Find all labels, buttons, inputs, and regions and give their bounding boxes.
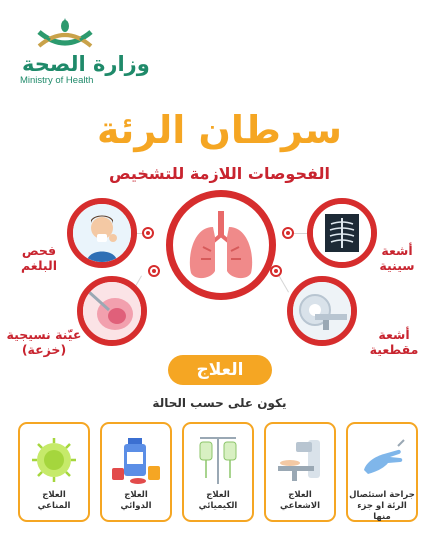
connector-dot-biopsy — [148, 265, 160, 277]
label-xray — [374, 243, 420, 273]
card-radiation-line1: العلاج — [288, 490, 312, 500]
card-chemotherapy-line1: العلاج — [206, 490, 230, 500]
label-ct — [366, 327, 422, 357]
treatment-note: يكون على حسب الحالة — [152, 396, 287, 410]
lungs-icon — [173, 197, 269, 293]
card-surgery-label — [348, 490, 416, 523]
medicine-bottles-icon — [108, 432, 164, 488]
label-xray-line1: أشعة — [381, 243, 413, 258]
card-chemotherapy-line2: الكيميائي — [198, 501, 238, 511]
treatment-heading: العلاج — [168, 355, 272, 385]
biopsy-tissue-icon — [83, 282, 141, 340]
card-immunotherapy — [18, 422, 90, 522]
label-ct-line1: أشعة — [378, 327, 410, 342]
label-sputum-line2: البلغم — [20, 258, 58, 273]
radiation-machine-icon — [272, 432, 328, 488]
connector-dot-sputum — [142, 227, 154, 239]
card-medication — [100, 422, 172, 522]
xray-icon — [313, 204, 371, 262]
label-biopsy-line1: عيّنة نسيجية — [6, 327, 82, 342]
label-biopsy — [6, 327, 82, 357]
logo-arabic: وزارة الصحة — [22, 52, 150, 76]
card-immunotherapy-label — [20, 490, 88, 512]
page-title: سرطان الرئة — [97, 108, 342, 152]
connector-dot-xray — [282, 227, 294, 239]
card-radiation-line2: الاشعاعي — [280, 501, 320, 511]
card-immunotherapy-line2: المناعي — [37, 501, 71, 511]
label-sputum-line1: فحص — [21, 243, 57, 258]
connector-dot-ct — [270, 265, 282, 277]
card-chemotherapy — [182, 422, 254, 522]
card-medication-label — [102, 490, 170, 512]
card-medication-line2: الدوائي — [120, 501, 152, 511]
card-surgery-line1: جراحة استئصال — [349, 490, 415, 500]
iv-drip-icon — [190, 432, 246, 488]
card-medication-line1: العلاج — [124, 490, 148, 500]
label-ct-line2: مقطعية — [369, 342, 419, 357]
coughing-person-icon — [73, 204, 131, 262]
ct-scan-circle — [287, 276, 357, 346]
sputum-test-circle — [67, 198, 137, 268]
label-sputum — [14, 243, 64, 273]
surgery-glove-icon — [354, 432, 410, 488]
ministry-logo-icon — [34, 14, 96, 52]
card-surgery — [346, 422, 418, 522]
xray-circle — [307, 198, 377, 268]
biopsy-circle — [77, 276, 147, 346]
card-immunotherapy-line1: العلاج — [42, 490, 66, 500]
lungs-circle — [166, 190, 276, 300]
card-surgery-line2: الرئة او جزء منها — [357, 501, 407, 522]
card-radiation — [264, 422, 336, 522]
immune-cell-icon — [26, 432, 82, 488]
card-radiation-label — [266, 490, 334, 512]
logo-english: Ministry of Health — [20, 75, 94, 86]
page-subtitle: الفحوصات اللازمة للتشخيص — [109, 164, 330, 183]
label-xray-line2: سينية — [379, 258, 415, 273]
card-chemotherapy-label — [184, 490, 252, 512]
ct-scanner-icon — [293, 282, 351, 340]
label-biopsy-line2: (خزعة) — [21, 342, 67, 357]
